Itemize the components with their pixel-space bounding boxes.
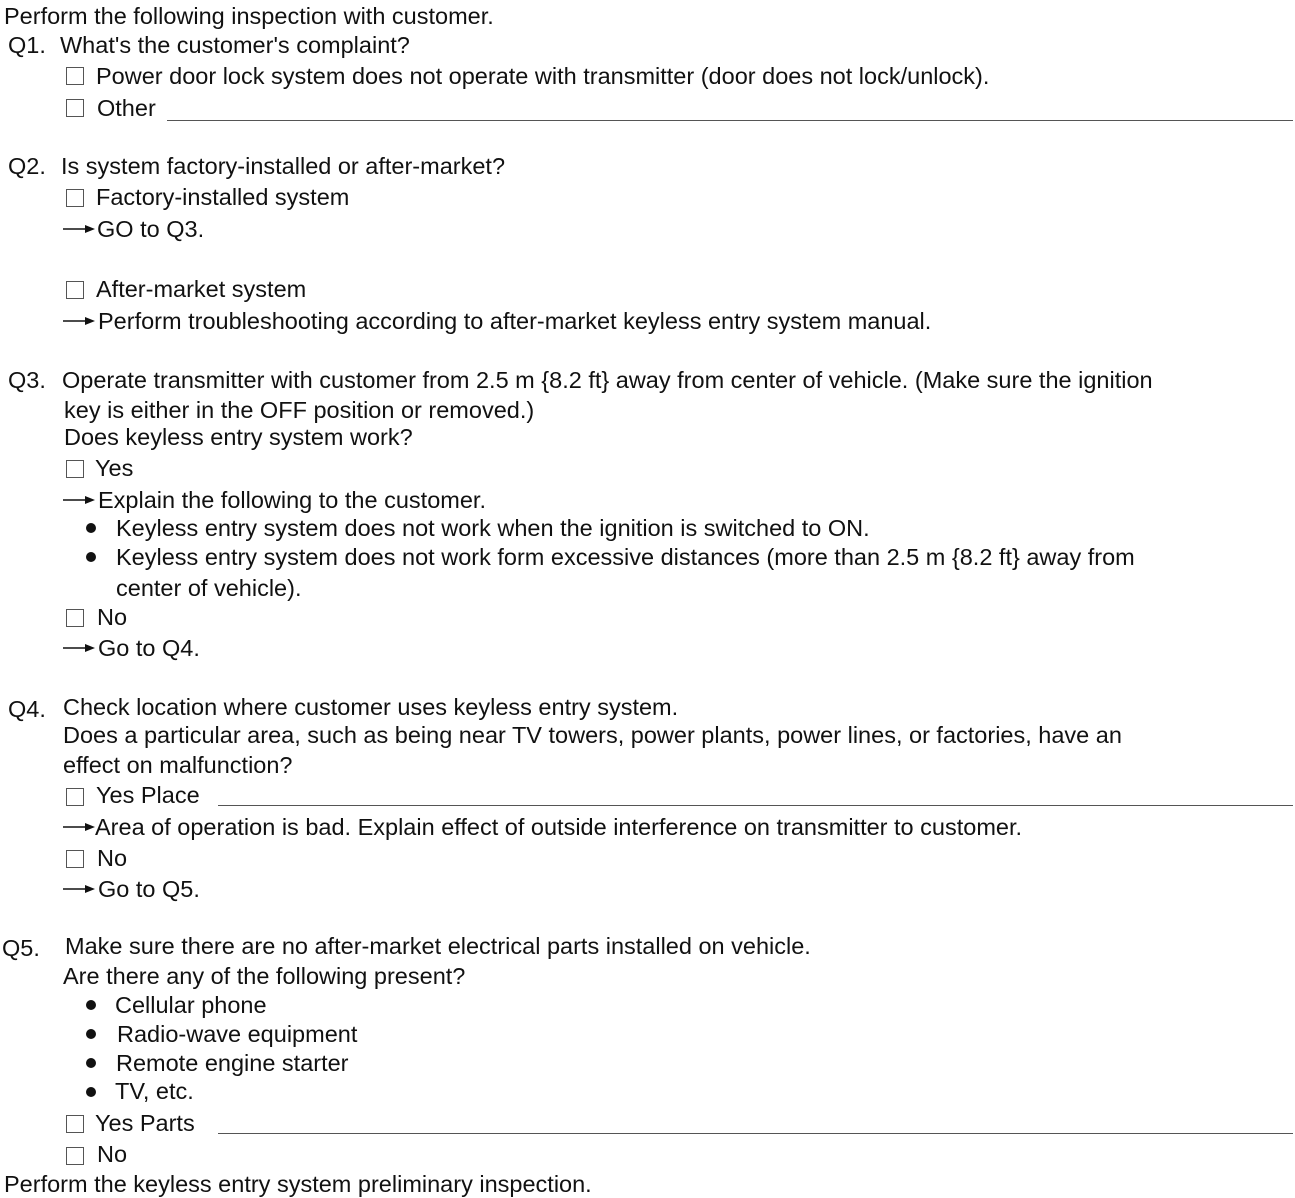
q4-option2-label: No bbox=[97, 845, 128, 871]
bullet-icon bbox=[86, 523, 96, 533]
q4-line2: Does a particular area, such as being near TV towers, power plants, power lines, or factories, have an bbox=[63, 722, 1122, 748]
q2-option2-checkbox[interactable] bbox=[66, 281, 84, 299]
q5-number: Q5. bbox=[2, 935, 40, 961]
arrow-right-icon bbox=[63, 642, 95, 654]
q5-bullet: Radio-wave equipment bbox=[117, 1021, 358, 1047]
q3-bullet2-line2: center of vehicle). bbox=[116, 575, 302, 601]
q1-option1-checkbox[interactable] bbox=[66, 67, 84, 85]
bullet-icon bbox=[86, 1058, 96, 1068]
q1-number: Q1. bbox=[8, 32, 46, 58]
q3-option1-checkbox[interactable] bbox=[66, 460, 84, 478]
q5-option1-checkbox[interactable] bbox=[66, 1115, 84, 1133]
q2-question: Is system factory-installed or after-market? bbox=[61, 153, 506, 179]
q4-line1: Check location where customer uses keyless entry system. bbox=[63, 694, 679, 720]
q5-line2: Are there any of the following present? bbox=[63, 963, 466, 989]
q5-bullet: TV, etc. bbox=[115, 1078, 194, 1104]
bullet-icon bbox=[86, 1087, 96, 1097]
q1-question: What's the customer's complaint? bbox=[60, 32, 410, 58]
q4-place-input-line[interactable] bbox=[218, 805, 1293, 806]
q5-option2-checkbox[interactable] bbox=[66, 1147, 84, 1165]
q3-action1: Explain the following to the customer. bbox=[98, 487, 486, 513]
q5-bullet: Cellular phone bbox=[115, 992, 267, 1018]
q3-bullet1: Keyless entry system does not work when the ignition is switched to ON. bbox=[116, 515, 870, 541]
q3-line1: Operate transmitter with customer from 2.5 m {8.2 ft} away from center of vehicle. (Make sure the ignition bbox=[62, 367, 1153, 393]
q3-line3: Does keyless entry system work? bbox=[64, 424, 413, 450]
q3-number: Q3. bbox=[8, 367, 46, 393]
q2-option2-label: After-market system bbox=[96, 276, 307, 302]
arrow-right-icon bbox=[63, 223, 95, 235]
q5-parts-input-line[interactable] bbox=[218, 1133, 1293, 1134]
q3-option2-label: No bbox=[97, 604, 128, 630]
q4-option2-checkbox[interactable] bbox=[66, 850, 84, 868]
arrow-right-icon bbox=[63, 494, 95, 506]
arrow-right-icon bbox=[63, 315, 95, 327]
q2-option1-label: Factory-installed system bbox=[96, 184, 350, 210]
q5-bullet: Remote engine starter bbox=[116, 1050, 349, 1076]
q2-action1: GO to Q3. bbox=[97, 216, 205, 242]
q2-option1-checkbox[interactable] bbox=[66, 189, 84, 207]
q4-line3: effect on malfunction? bbox=[63, 752, 293, 778]
q2-action2: Perform troubleshooting according to after-market keyless entry system manual. bbox=[98, 308, 932, 334]
q3-action2: Go to Q4. bbox=[98, 635, 200, 661]
q1-option1-label: Power door lock system does not operate with transmitter (door does not lock/unlock). bbox=[96, 63, 990, 89]
outro-text: Perform the keyless entry system preliminary inspection. bbox=[4, 1171, 592, 1197]
bullet-icon bbox=[86, 552, 96, 562]
q1-option2-label: Other bbox=[97, 95, 156, 121]
q5-option2-label: No bbox=[97, 1141, 128, 1167]
bullet-icon bbox=[86, 1000, 96, 1010]
q3-option2-checkbox[interactable] bbox=[66, 609, 84, 627]
q3-line2: key is either in the OFF position or removed.) bbox=[64, 397, 535, 423]
arrow-right-icon bbox=[63, 821, 95, 833]
q3-option1-label: Yes bbox=[95, 455, 134, 481]
intro-text: Perform the following inspection with customer. bbox=[4, 3, 494, 29]
arrow-right-icon bbox=[63, 883, 95, 895]
q4-action1: Area of operation is bad. Explain effect of outside interference on transmitter to customer. bbox=[95, 814, 1023, 840]
q4-action2: Go to Q5. bbox=[98, 876, 200, 902]
q4-option1-label: Yes Place bbox=[96, 782, 200, 808]
q1-other-input-line[interactable] bbox=[167, 120, 1293, 121]
q2-number: Q2. bbox=[8, 153, 46, 179]
q3-bullet2-line1: Keyless entry system does not work form excessive distances (more than 2.5 m {8.2 ft} away from bbox=[116, 544, 1135, 570]
q1-option2-checkbox[interactable] bbox=[66, 99, 84, 117]
q5-line1: Make sure there are no after-market electrical parts installed on vehicle. bbox=[65, 933, 811, 959]
q4-option1-checkbox[interactable] bbox=[66, 788, 84, 806]
bullet-icon bbox=[86, 1029, 96, 1039]
q5-option1-label: Yes Parts bbox=[95, 1110, 195, 1136]
q4-number: Q4. bbox=[8, 696, 46, 722]
